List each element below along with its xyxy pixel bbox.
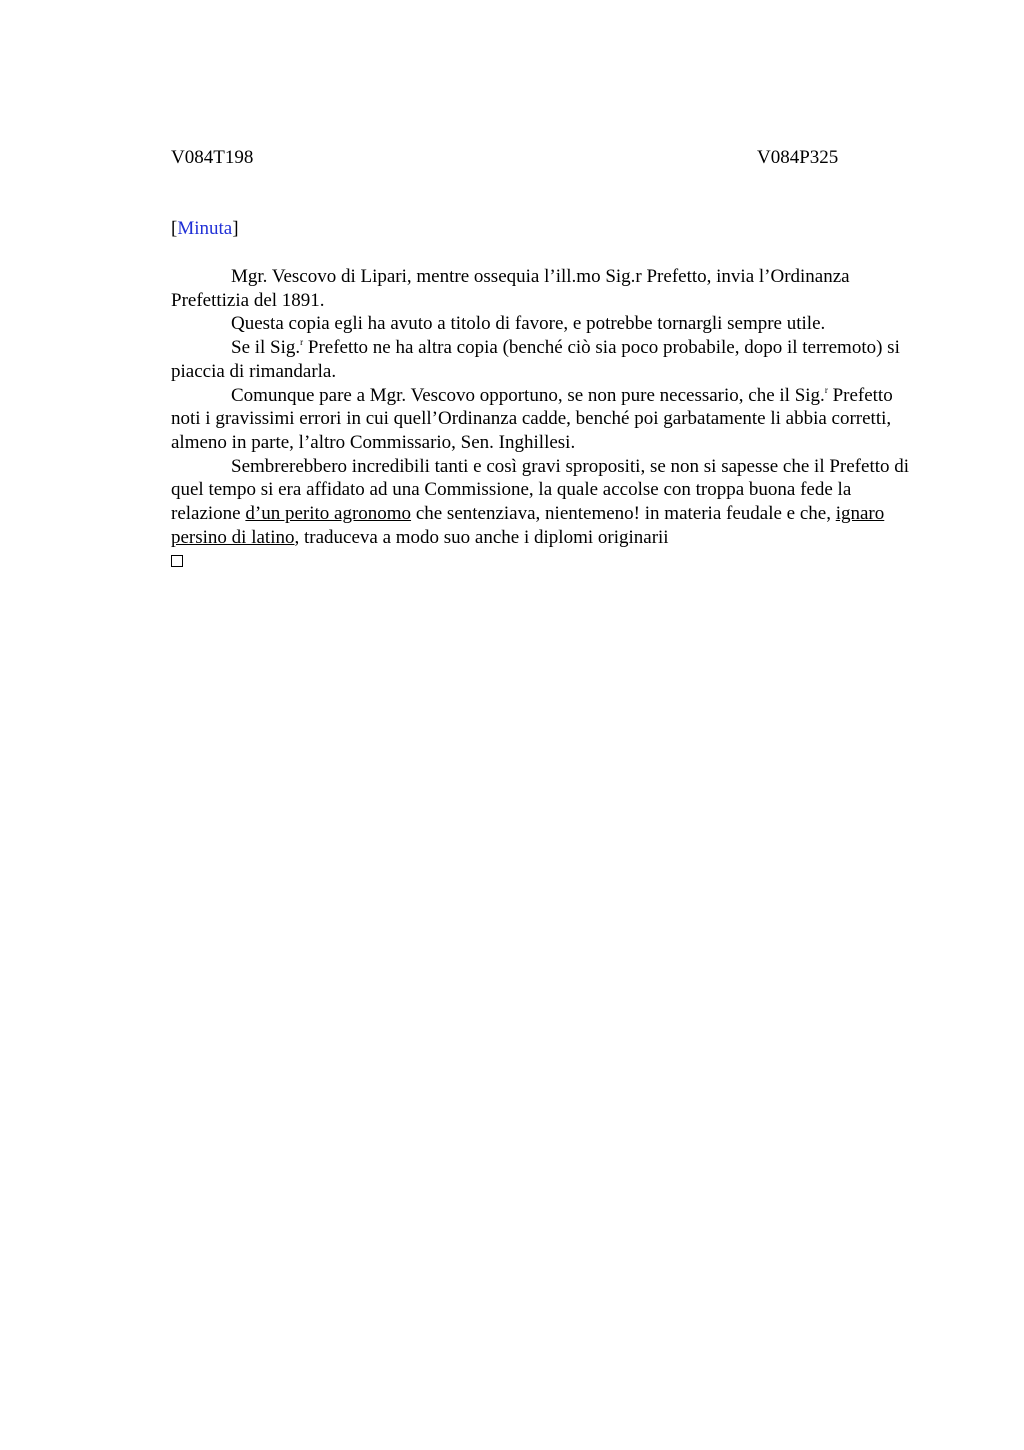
document-reference-right: V084P325 [757,147,839,168]
minuta-heading [171,217,239,241]
superscript-r: r [824,384,828,395]
paragraph-2: Questa copia egli ha avuto a titolo di favore, e potrebbe tornargli sempre utile. [231,313,826,335]
paragraph-5-text-c: , traduceva a modo suo anche i diplomi originarii [294,526,669,548]
end-mark-line [171,549,916,573]
underlined-phrase-perito: d’un perito agronomo [245,503,412,525]
paragraph-3-text-a: Se il Sig. [231,337,301,359]
paragraph-3-text-b: Prefetto ne ha altra copia (benché ciò sia poco probabile, dopo il terremoto) si piaccia di rimandarla. [171,337,900,382]
superscript-r: r [300,337,304,348]
letter-body [171,265,916,573]
paragraph-4-text-b: Prefetto noti i gravissimi errori in cui quell’Ordinanza cadde, benché poi garbatamente li abbia corretti, almeno in parte, l’altro Commissario, Sen. Inghillesi. [171,384,893,453]
paragraph-5-text-b: che sentenziava, nientemeno! in materia feudale e che, [411,503,836,525]
paragraph-5-text-a: Sembrerebbero incredibili tanti e così gravi spropositi, se non si sapesse che il Prefetto di quel tempo si era affidato ad una Commissione, la quale accolse con troppa buona fede la relazione [171,455,910,525]
paragraph-4-text-a: Comunque pare a Mgr. Vescovo opportuno, se non pure necessario, che il Sig. [231,384,825,406]
minuta-open-bracket: [ [171,218,178,239]
minuta-label: Minuta [177,218,233,239]
paragraph-4 [171,384,916,455]
paragraph-1: Mgr. Vescovo di Lipari, mentre ossequia l’ill.mo Sig.r Prefetto, invia l’Ordinanza Prefettizia del 1891. [171,266,850,311]
paragraph-3 [171,336,916,383]
empty-square-icon [171,555,183,567]
minuta-close-bracket: ] [232,218,239,239]
paragraph-5 [171,455,916,550]
document-reference-left: V084T198 [171,147,254,168]
underlined-phrase-latino: ignaro persino di latino [171,503,885,548]
